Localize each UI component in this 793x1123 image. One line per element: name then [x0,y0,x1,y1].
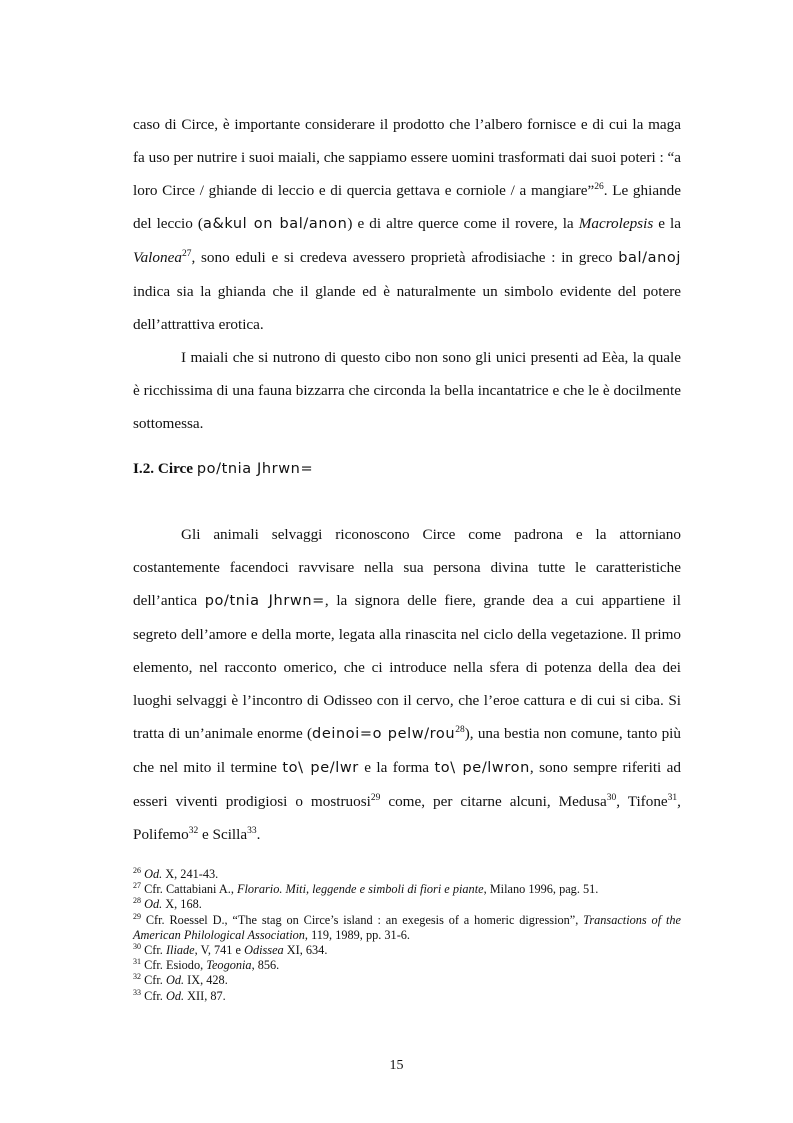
paragraph-1 [133,108,681,341]
para1-text-2: . Le ghiande del leccio ( [133,182,681,232]
para1-text-5: , sono eduli e si credeva avessero proprietà afrodisiache : in greco [191,249,619,266]
greek-to-pelor: to\ pe/lwr [282,760,359,776]
footnote-title: Iliade [165,943,195,958]
footnote-text-end: XI, 634. [283,943,328,958]
footnote-30 [133,943,681,958]
footnote-title: Transactions of the American Philological Association [133,912,681,942]
footnote-text-end: , Milano 1996, pag. 51. [483,882,599,897]
para1-text-6: indica sia la ghianda che il glande ed è naturalmente un simbolo evidente del potere dell’attrattiva erotica. [133,283,681,333]
para3-text-4: e la forma [358,759,435,776]
term-macrolepsis: Macrolepsis [578,215,654,232]
footnote-text-end: XII, 87. [184,988,226,1003]
footnote-26 [133,867,681,882]
footnote-text: Cfr. [144,943,166,958]
footnote-number: 28 [133,896,141,906]
footnote-text-end: , 856. [251,958,280,973]
para3-text-10: . [256,826,261,843]
footnote-number: 26 [133,865,141,875]
footnote-ref-32[interactable]: 32 [188,825,199,836]
footnote-number: 29 [133,911,141,921]
footnote-text-end: , 119, 1989, pp. 31-6. [304,927,411,942]
footnote-33 [133,989,681,1004]
footnote-ref-28[interactable]: 28 [455,724,465,735]
footnotes [133,867,681,1004]
footnote-31 [133,958,681,973]
para1-text-3: ) e di altre querce come il rovere, la [347,215,579,232]
section-body [133,518,681,851]
footnote-32 [133,973,681,988]
para3-text-9: e Scilla [198,826,248,843]
para3-text-5: , sono sempre riferiti ad esseri viventi prodigiosi o mostruosi [133,759,681,810]
para3-text-2: , la signora delle fiere, grande dea a cui appartiene il segreto dell’amore e della morte, legata alla rinascita nel ciclo della vegetazione. Il primo elemento, nel racconto omerico, che ci introduce nella sfera di potenza della dea dei luoghi selvaggi è l’incontro di Odisseo con il cervo, che l’eroe cattura e di cui si ciba. Si tratta di un’animale enorme ( [133,592,681,742]
footnote-ref-26[interactable]: 26 [594,181,604,192]
footnote-ref-31[interactable]: 31 [667,792,678,803]
para3-text-6: come, per citarne alcuni, Medusa [380,793,607,810]
footnote-ref-33[interactable]: 33 [247,825,257,836]
footnote-text: X, 168. [162,897,202,912]
page-body [133,108,681,440]
footnote-title: Od. [165,973,185,988]
para1-text-1: caso di Circe, è importante considerare il prodotto che l’albero fornisce e di cui la maga fa uso per nutrire i suoi maiali, che sappiamo essere uomini trasformati dai suoi poteri : “a loro Circe / ghiande di leccio e di quercia gettava e corniole / a mangiare” [133,116,681,199]
paragraph-2: I maiali che si nutrono di questo cibo non sono gli unici presenti ad Eèa, la quale è ricchissima di una fauna bizzarra che circonda la bella incantatrice e che le è docilmente sottomessa. [133,349,681,432]
footnote-29 [133,913,681,943]
footnote-number: 31 [133,957,141,967]
footnote-text: Cfr. Cattabiani A., [144,882,237,897]
greek-balanos: bal/anoj [618,250,681,266]
heading-greek: po/tnia Jhrwn= [196,461,314,477]
footnote-text-mid: , V, 741 e [194,943,245,958]
term-valonea: Valonea [133,249,182,266]
greek-to-peloron: to\ pe/lwron [434,760,530,776]
para3-text-8: , Polifemo [133,793,681,843]
footnote-title: Teogonia [206,958,252,973]
footnote-number: 33 [133,987,141,997]
para3-text-7: , Tifone [616,793,668,810]
greek-potnia-theron: po/tnia Jhrwn= [204,593,325,609]
footnote-28 [133,897,681,912]
footnote-source: Od. [144,897,163,912]
footnote-27 [133,882,681,897]
footnote-ref-30[interactable]: 30 [606,792,617,803]
footnote-title: Florario. Miti, leggende e simboli di fiori e piante [236,882,484,897]
heading-prefix: I.2. Circe [133,460,197,477]
para3-text-3: ), una bestia non comune, tanto più che nel mito il termine [133,725,681,776]
para1-text-4: e la [653,215,682,232]
footnote-number: 30 [133,941,141,951]
paragraph-3 [133,518,681,851]
footnote-source: Od. [144,867,163,881]
page-number: 15 [389,1058,404,1073]
footnote-title-2: Odissea [244,943,284,958]
footnote-text: Cfr. [144,988,166,1003]
section-heading [133,460,313,478]
para3-text-1: Gli animali selvaggi riconoscono Circe come padrona e la attorniano costantemente facendoci ravvisare nella sua persona divina tutte le caratteristiche dell’antica [133,526,681,609]
footnote-title: Od. [165,988,185,1003]
greek-akulon-balanon: a&kul on bal/anon [202,216,348,232]
footnote-text: Cfr. Esiodo, [144,958,207,973]
footnote-number: 27 [133,881,141,891]
footnote-number: 32 [133,972,141,982]
footnote-text: Cfr. Roessel D., “The stag on Circe’s island : an exegesis of a homeric digression”, [145,912,584,927]
footnote-ref-27[interactable]: 27 [181,248,192,259]
footnote-text-end: IX, 428. [184,973,228,988]
greek-deinoio-pelorou: deinoi=o pelw/rou [312,726,456,742]
footnote-text: X, 241-43. [162,867,219,881]
footnote-text: Cfr. [144,973,166,988]
footnote-ref-29[interactable]: 29 [370,792,381,803]
